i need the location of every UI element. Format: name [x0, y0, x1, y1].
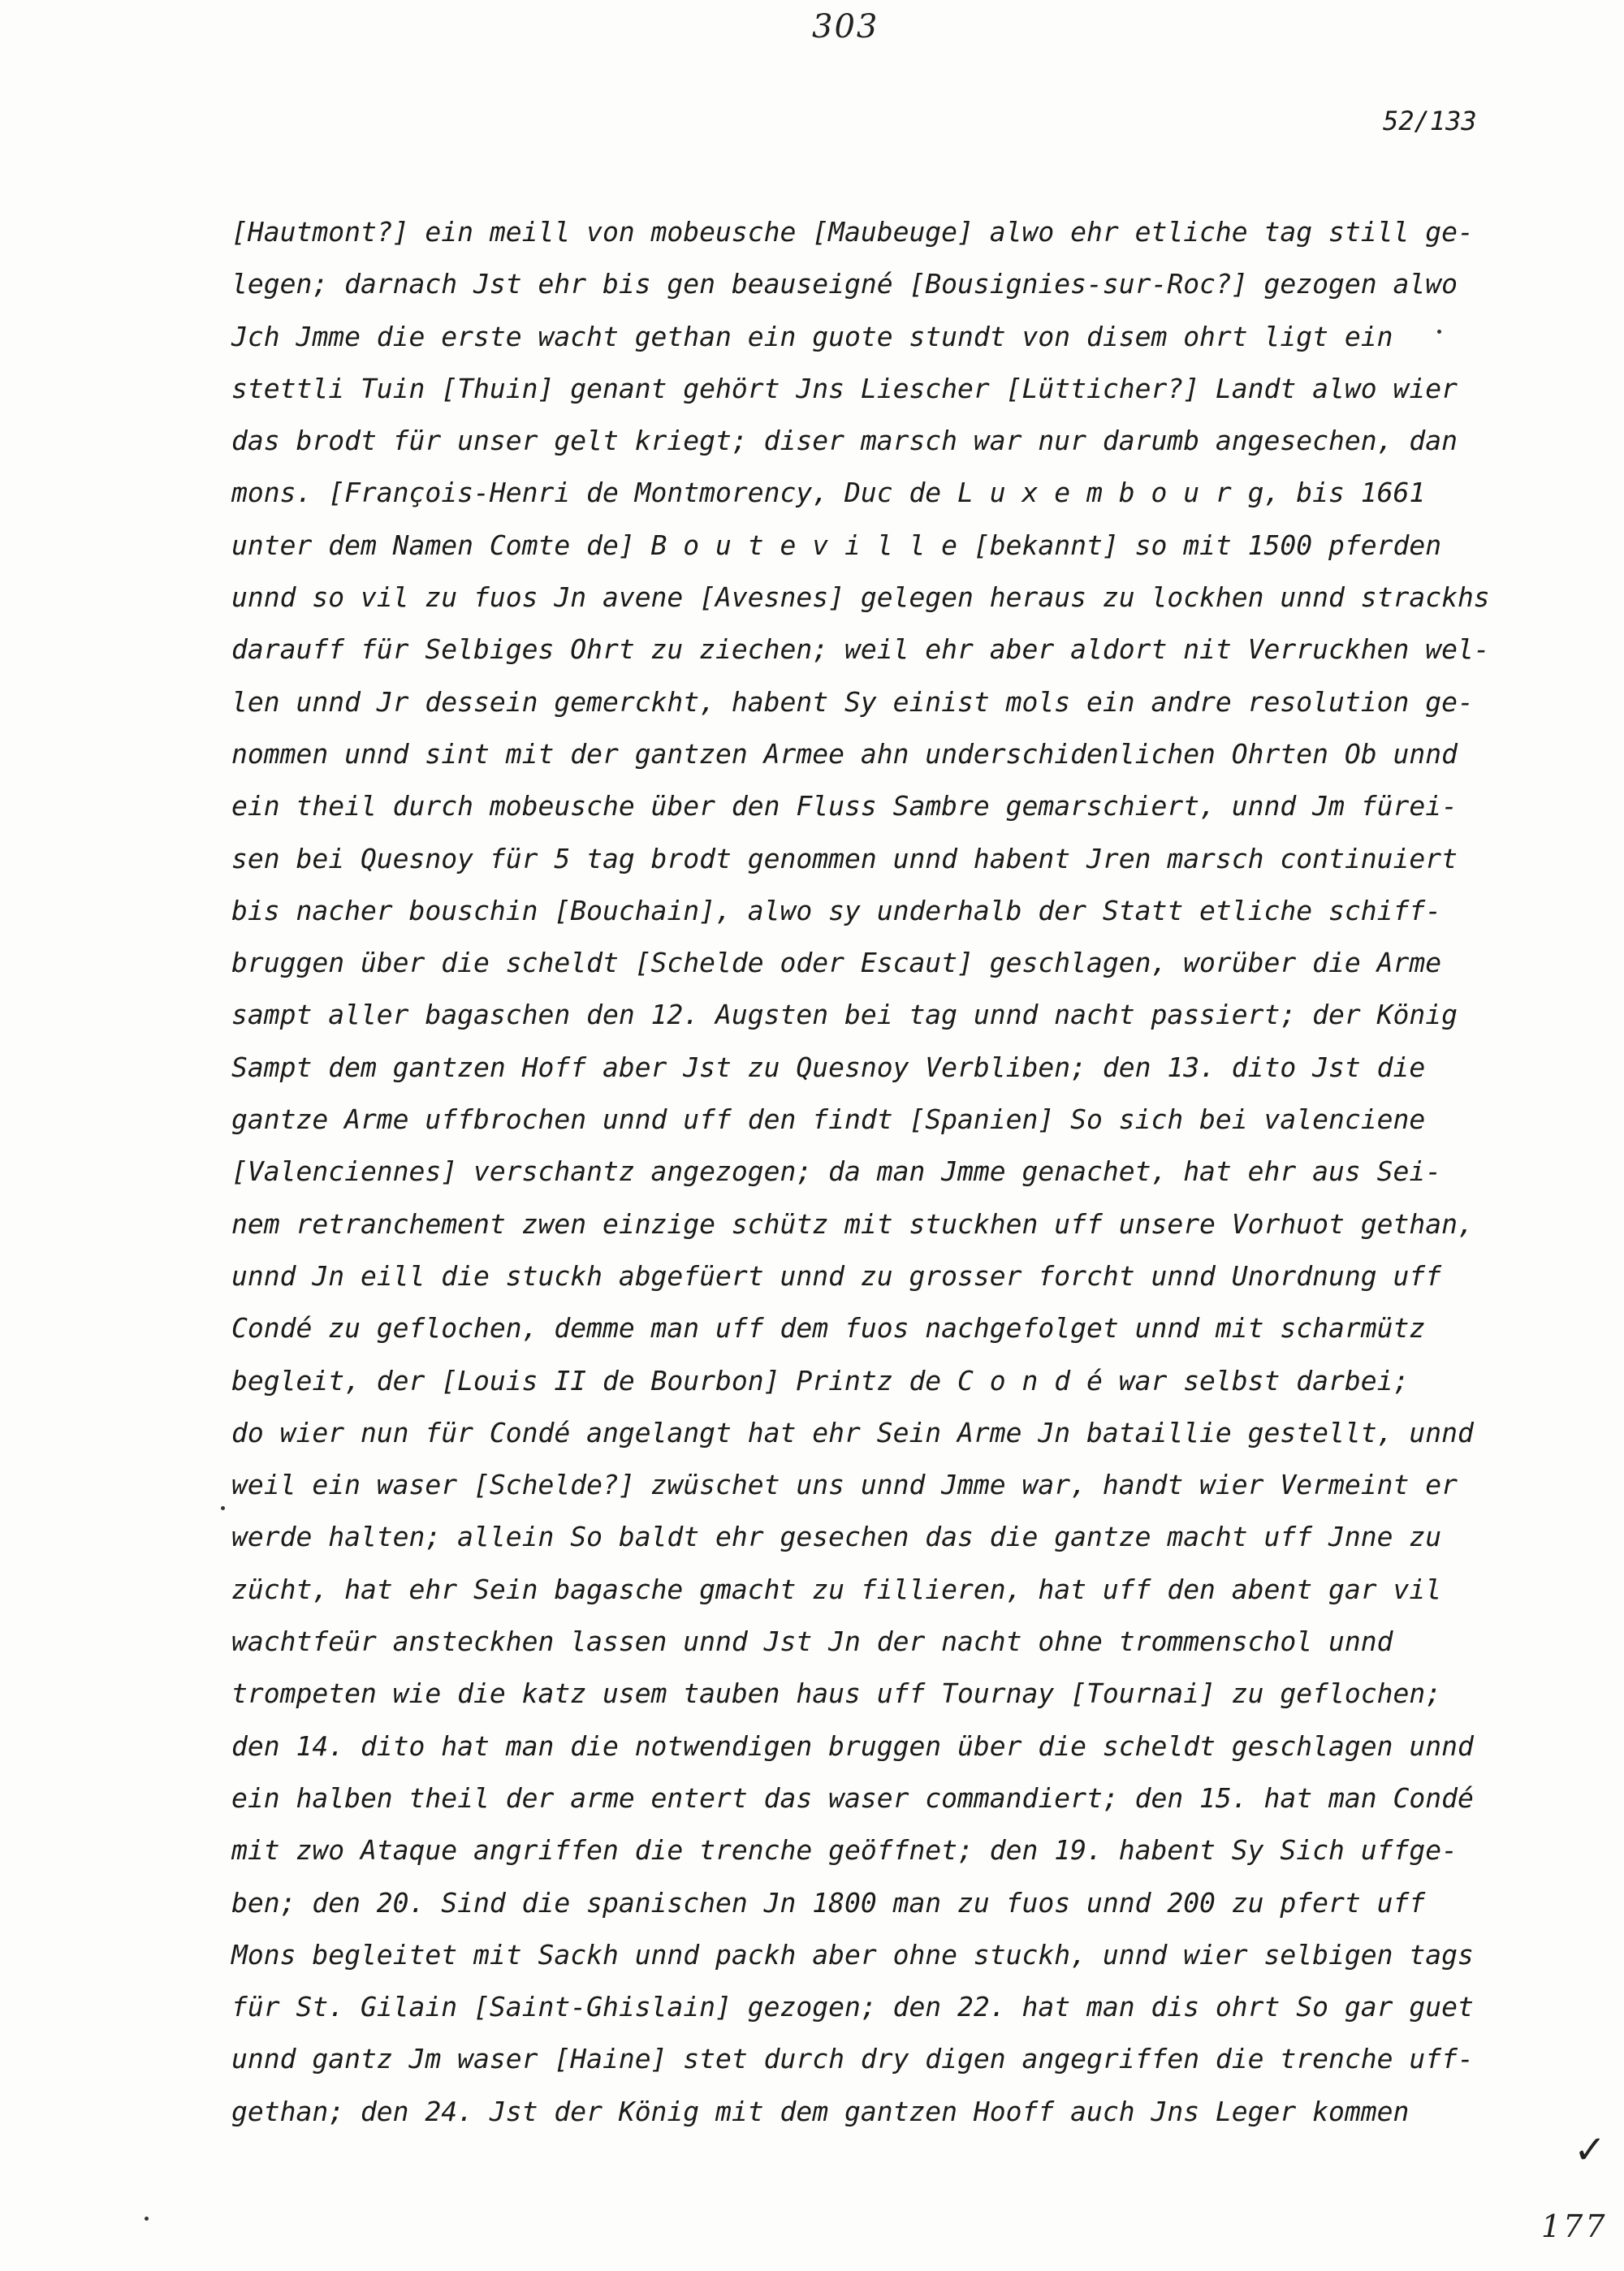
text-line: bis nacher bouschin [Bouchain], alwo sy underhalb der Statt etliche schiff-: [231, 894, 1442, 926]
text-line: darauff für Selbiges Ohrt zu ziechen; weil ehr aber aldort nit Verruckhen wel-: [231, 633, 1490, 666]
stray-dot-mark: [221, 1506, 225, 1510]
text-line: Jch Jmme die erste wacht gethan ein guote stundt von disem ohrt ligt ein: [231, 320, 1393, 352]
text-line: mit zwo Ataque angriffen die trenche geöffnet; den 19. habent Sy Sich uffge-: [231, 1834, 1458, 1867]
text-line: unnd Jn eill die stuckh abgefüert unnd zu grosser forcht unnd Unordnung uff: [231, 1259, 1442, 1292]
text-line: ben; den 20. Sind die spanischen Jn 1800 man zu fuos unnd 200 zu pfert uff: [231, 1886, 1426, 1919]
text-line: ein theil durch mobeusche über den Fluss Sambre gemarschiert, unnd Jm fürei-: [231, 790, 1458, 822]
text-line: unter dem Namen Comte de] B o u t e v i l l e [bekannt] so mit 1500 pferden: [231, 529, 1442, 561]
text-line: trompeten wie die katz usem tauben haus uff Tournay [Tournai] zu geflochen;: [231, 1677, 1442, 1710]
check-mark: ✓: [1574, 2127, 1607, 2173]
text-line: zücht, hat ehr Sein bagasche gmacht zu fillieren, hat uff den abent gar vil: [231, 1573, 1442, 1605]
handwritten-folio-number: 303: [812, 8, 879, 45]
text-line: sampt aller bagaschen den 12. Augsten bei tag unnd nacht passiert; der König: [231, 999, 1458, 1031]
text-line: weil ein waser [Schelde?] zwüschet uns unnd Jmme war, handt wier Vermeint er: [231, 1469, 1458, 1501]
text-line: das brodt für unser gelt kriegt; diser marsch war nur darumb angesechen, dan: [231, 425, 1458, 457]
text-line: unnd so vil zu fuos Jn avene [Avesnes] gelegen heraus zu lockhen unnd strackhs: [231, 581, 1490, 614]
text-line: wachtfeür ansteckhen lassen unnd Jst Jn der nacht ohne trommenschol unnd: [231, 1626, 1393, 1658]
text-line: für St. Gilain [Saint-Ghislain] gezogen; den 22. hat man dis ohrt So gar guet: [231, 1991, 1474, 2023]
text-line: legen; darnach Jst ehr bis gen beauseigné [Bousignies-sur-Roc?] gezogen alwo: [231, 268, 1458, 300]
text-line: [Hautmont?] ein meill von mobeusche [Maubeuge] alwo ehr etliche tag still ge-: [231, 216, 1474, 248]
text-line: [Valenciennes] verschantz angezogen; da man Jmme genachet, hat ehr aus Sei-: [231, 1155, 1442, 1188]
text-line: ein halben theil der arme entert das waser commandiert; den 15. hat man Condé: [231, 1781, 1474, 1814]
text-line: bruggen über die scheldt [Schelde oder Escaut] geschlagen, worüber die Arme: [231, 947, 1442, 979]
text-line: gantze Arme uffbrochen unnd uff den findt [Spanien] So sich bei valenciene: [231, 1103, 1426, 1136]
text-line: begleit, der [Louis II de Bourbon] Printz de C o n d é war selbst darbei;: [231, 1364, 1410, 1397]
text-line: den 14. dito hat man die notwendigen bruggen über die scheldt geschlagen unnd: [231, 1729, 1474, 1762]
page-reference: 52/133: [1383, 106, 1477, 136]
text-line: Condé zu geflochen, demme man uff dem fuos nachgefolget unnd mit scharmütz: [231, 1312, 1426, 1345]
stray-dot-mark: [145, 2217, 149, 2221]
handwritten-folio-bottom: 177: [1541, 2208, 1608, 2244]
text-line: do wier nun für Condé angelangt hat ehr Sein Arme Jn bataillie gestellt, unnd: [231, 1416, 1474, 1449]
text-line: werde halten; allein So baldt ehr gesechen das die gantze macht uff Jnne zu: [231, 1521, 1442, 1553]
text-line: unnd gantz Jm waser [Haine] stet durch dry digen angegriffen die trenche uff-: [231, 2043, 1474, 2075]
text-line: Sampt dem gantzen Hoff aber Jst zu Quesnoy Verbliben; den 13. dito Jst die: [231, 1051, 1426, 1083]
text-line: stettli Tuin [Thuin] genant gehört Jns Liescher [Lütticher?] Landt alwo wier: [231, 372, 1458, 404]
text-line: Mons begleitet mit Sackh unnd packh aber ohne stuckh, unnd wier selbigen tags: [231, 1938, 1474, 1971]
text-line: nommen unnd sint mit der gantzen Armee ahn underschidenlichen Ohrten Ob unnd: [231, 737, 1458, 770]
text-line: mons. [François-Henri de Montmorency, Duc de L u x e m b o u r g, bis 1661: [231, 477, 1426, 509]
text-line: len unnd Jr dessein gemerckht, habent Sy einist mols ein andre resolution ge-: [231, 685, 1474, 718]
text-line: nem retranchement zwen einzige schütz mit stuckhen uff unsere Vorhuot gethan,: [231, 1207, 1474, 1240]
text-line: gethan; den 24. Jst der König mit dem gantzen Hooff auch Jns Leger kommen: [231, 2095, 1410, 2127]
transcription-body: [231, 206, 1498, 2138]
stray-dot-mark: [1437, 330, 1441, 334]
text-line: sen bei Quesnoy für 5 tag brodt genommen unnd habent Jren marsch continuiert: [231, 842, 1458, 874]
